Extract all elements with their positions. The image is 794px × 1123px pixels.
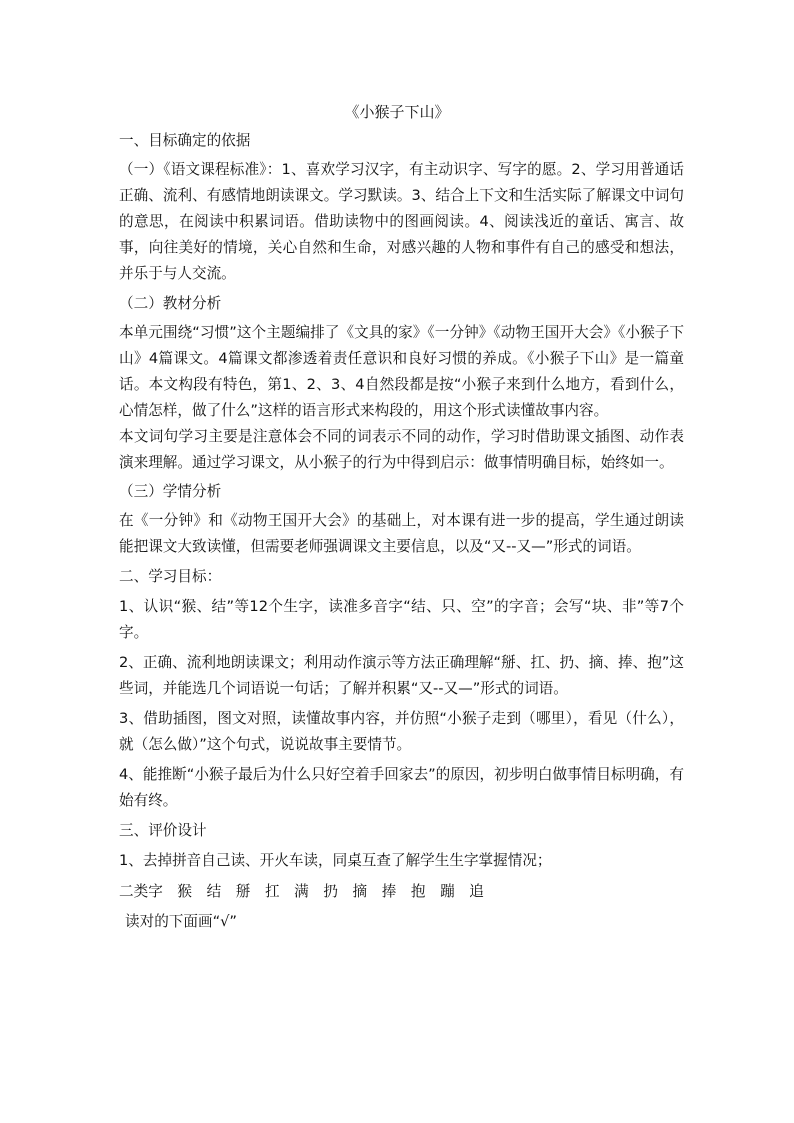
subsection-heading: （三）学情分析 — [119, 483, 222, 501]
section-heading: 三、评价设计 — [119, 822, 207, 840]
section-heading: 二、学习目标： — [119, 567, 222, 585]
paragraph: 1、认识“猴、结”等12个生字，读准多音字“结、只、空”的字音；会写“块、非”等7个字。 — [119, 597, 684, 641]
paragraph: 本单元围绕“习惯”这个主题编排了《文具的家》《一分钟》《动物王国开大会》《小猴子下山》4篇课文。4篇课文都渗透着责任意识和良好习惯的养成。《小猴子下山》是一篇童话。本文构段有特色，第1、2、3、4自然段都是按“小猴子来到什么地方，看到什么，心情怎样，做了什么”这样的语言形式来构段的，用这个形式读懂故事内容。 — [119, 323, 684, 419]
paragraph: 2、正确、流利地朗读课文；利用动作演示等方法正确理解“掰、扛、扔、摘、捧、抱”这些词，并能选几个词语说一句话；了解并积累“又--又—”形式的词语。 — [119, 653, 684, 697]
paragraph: 4、能推断“小猴子最后为什么只好空着手回家去”的原因，初步明白做事情目标明确，有始有终。 — [119, 766, 684, 810]
subsection-heading: （二）教材分析 — [119, 294, 222, 312]
paragraph: 3、借助插图，图文对照，读懂故事内容，并仿照“小猴子走到（哪里），看见（什么），就（怎么做）”这个句式，说说故事主要情节。 — [119, 709, 684, 754]
paragraph: 在《一分钟》和《动物王国开大会》的基础上，对本课有进一步的提高，学生通过朗读能把课文大致读懂，但需要老师强调课文主要信息，以及“又--又—”形式的词语。 — [119, 512, 684, 556]
paragraph: （一）《语文课程标准》：1、喜欢学习汉字，有主动识字、写字的愿。2、学习用普通话正确、流利、有感情地朗读课文。学习默读。3、结合上下文和生活实际了解课文中词句的意思，在阅读中积累词语。借助读物中的图画阅读。4、阅读浅近的童话、寓言、故事，向往美好的情境，关心自然和生命，对感兴趣的人物和事件有自己的感受和想法，并乐于与人交流。 — [119, 161, 684, 283]
paragraph: 1、去掉拼音自己读、开火车读，同桌互查了解学生生字掌握情况； — [119, 852, 552, 870]
document-body — [119, 128, 684, 935]
character-list: 二类字 猴 结 掰 扛 满 扔 摘 捧 抱 蹦 追 — [119, 882, 484, 900]
paragraph: 本文词句学习主要是注意体会不同的词表示不同的动作，学习时借助课文插图、动作表演来理解。通过学习课文，从小猴子的行为中得到启示：做事情明确目标，始终如一。 — [119, 428, 684, 472]
section-heading: 一、目标确定的依据 — [119, 132, 251, 149]
document-title: 《小猴子下山》 — [344, 103, 450, 121]
paragraph: 读对的下面画“√” — [125, 912, 237, 930]
